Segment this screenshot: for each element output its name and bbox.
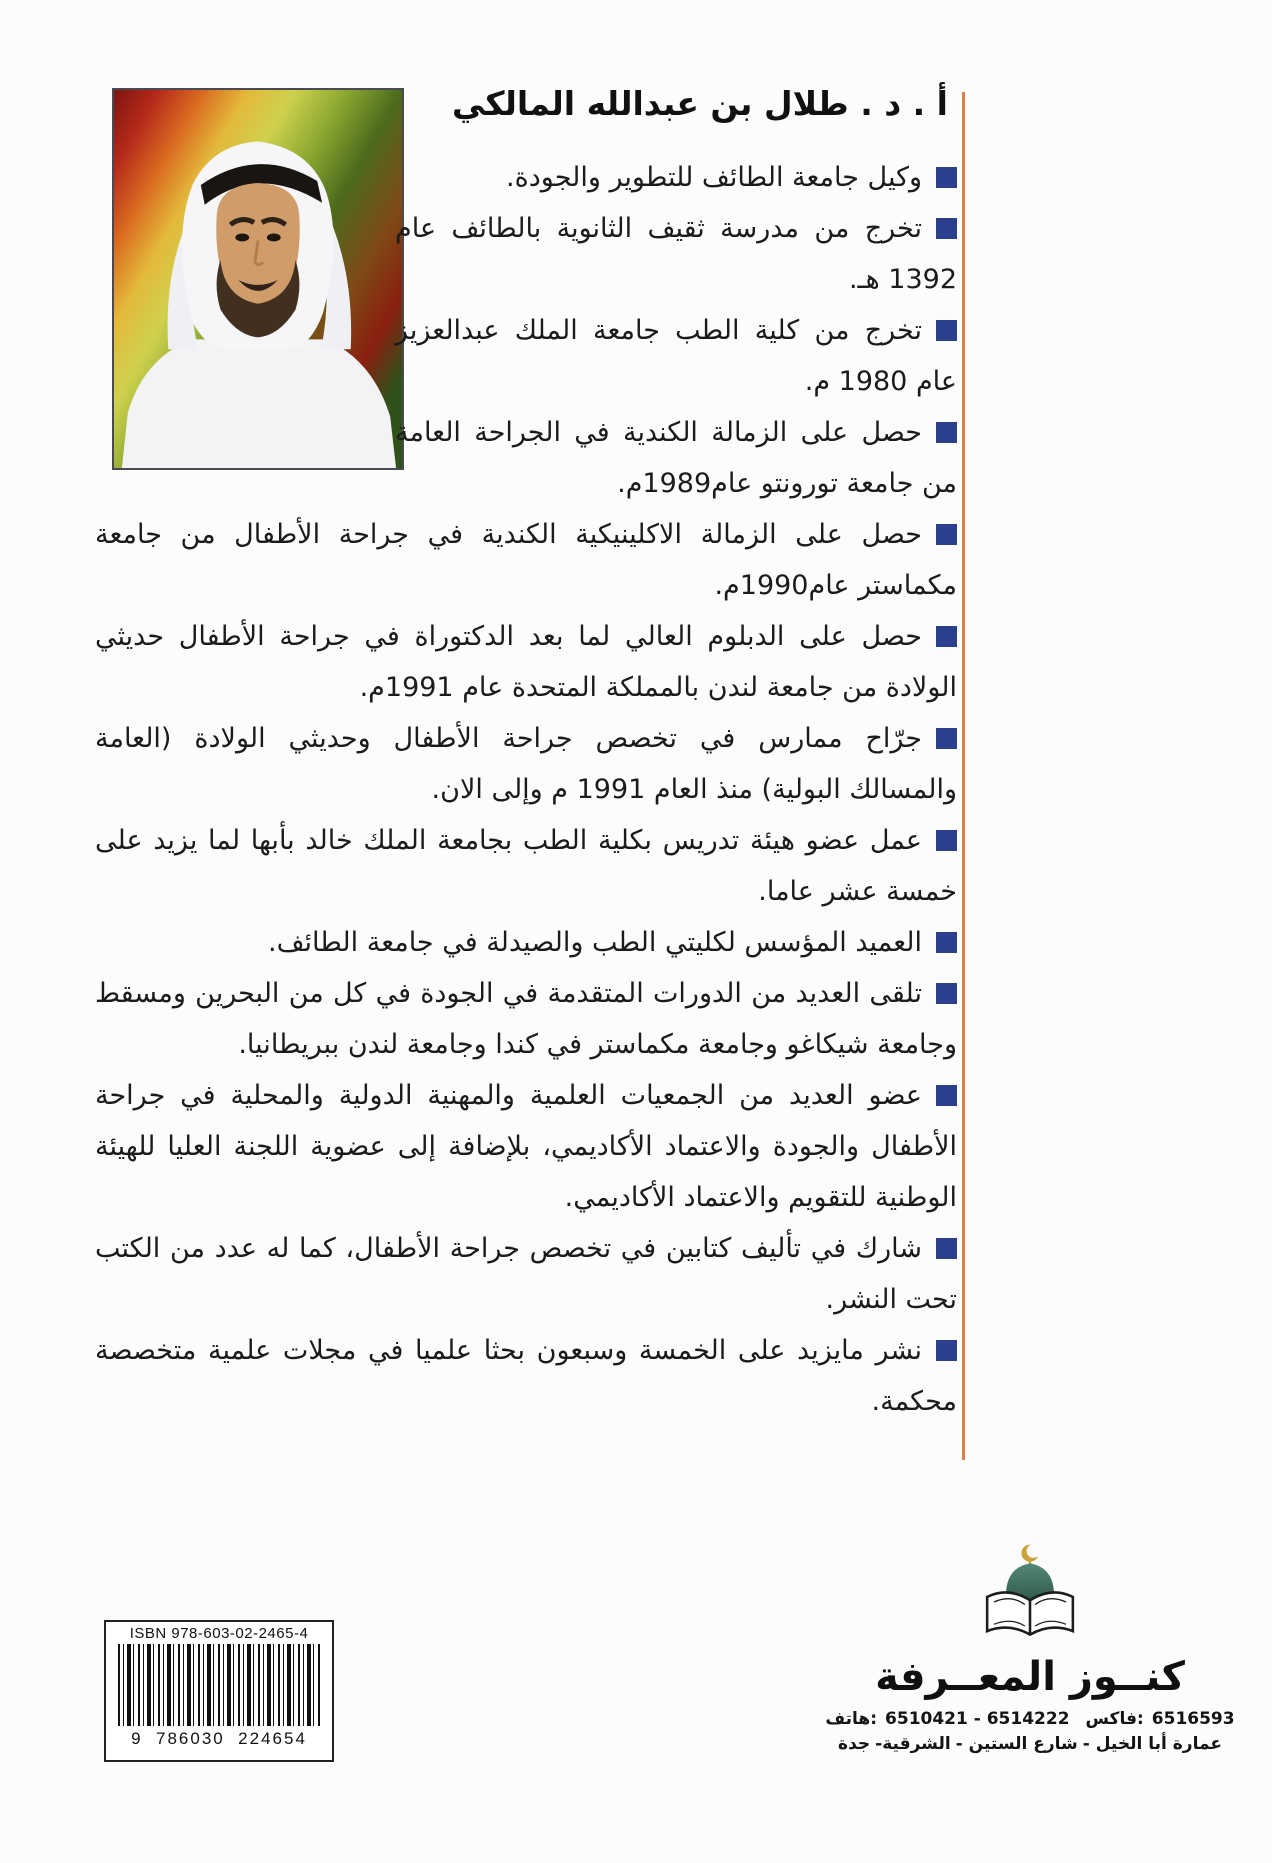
bullet-square-icon — [936, 1340, 957, 1361]
bullet-square-icon — [936, 524, 957, 545]
crescent-icon — [1021, 1544, 1040, 1562]
phone-numbers: 6510421 - 6514222 — [885, 1709, 1070, 1729]
bio-text: تلقى العديد من الدورات المتقدمة في الجودة في كل من البحرين ومسقط وجامعة شيكاغو وجامعة مكماستر في كندا وجامعة لندن ببريطانيا. — [95, 978, 957, 1060]
bullet-square-icon — [936, 320, 957, 341]
bullet-square-icon — [936, 830, 957, 851]
barcode-bars — [118, 1644, 320, 1726]
photo-wrap-spacer — [95, 152, 395, 472]
bio-text: حصل على الزمالة الكندية في الجراحة العامة من جامعة تورونتو عام1989م. — [395, 417, 957, 499]
bullet-square-icon — [936, 1238, 957, 1259]
bio-item — [95, 815, 957, 917]
bio-text: عضو العديد من الجمعيات العلمية والمهنية الدولية والمحلية في جراحة الأطفال والجودة والاعتماد الأكاديمي، بلإضافة إلى عضوية اللجنة العليا للهيئة الوطنية للتقويم والاعتماد الأكاديمي. — [95, 1080, 957, 1213]
bullet-square-icon — [936, 932, 957, 953]
bio-list — [95, 152, 957, 1427]
bio-text: حصل على الدبلوم العالي لما بعد الدكتوراة في جراحة الأطفال حديثي الولادة من جامعة لندن بالمملكة المتحدة عام 1991م. — [95, 621, 957, 703]
bio-item — [95, 611, 957, 713]
bullet-square-icon — [936, 626, 957, 647]
bio-text: جرّاح ممارس في تخصص جراحة الأطفال وحديثي الولادة (العامة والمسالك البولية) منذ العام 1991 م وإلى الان. — [95, 723, 957, 805]
address-segment: - عمارة أبا الخيل — [1082, 1734, 1222, 1754]
fax-number: 6516593 — [1151, 1709, 1235, 1729]
bullet-square-icon — [936, 167, 957, 188]
orange-rule — [962, 92, 965, 1460]
open-book-icon — [987, 1592, 1073, 1634]
address-segment: -الشرقية — [875, 1734, 951, 1754]
bullet-square-icon — [936, 218, 957, 239]
bullet-square-icon — [936, 983, 957, 1004]
publisher-block — [825, 1542, 1235, 1754]
bio-text: عمل عضو هيئة تدريس بكلية الطب بجامعة الملك خالد بأبها لما يزيد على خمسة عشر عاما. — [95, 825, 957, 907]
isbn-label: ISBN 978-603-02-2465-4 — [129, 1625, 309, 1642]
bio-text: شارك في تأليف كتابين في تخصص جراحة الأطفال، كما له عدد من الكتب تحت النشر. — [95, 1233, 957, 1315]
publisher-logo-icon — [970, 1542, 1090, 1650]
bullet-square-icon — [936, 728, 957, 749]
bio-item — [95, 1325, 957, 1427]
barcode-panel — [104, 1620, 334, 1762]
bio-text: نشر مايزيد على الخمسة وسبعون بحثا علميا في مجلات علمية متخصصة محكمة. — [95, 1335, 957, 1417]
bio-item — [95, 509, 957, 611]
bio-item — [95, 968, 957, 1070]
bio-item — [95, 917, 957, 968]
phone-label: هاتف: — [825, 1709, 878, 1729]
address-line — [838, 1734, 1222, 1754]
address-segment: - شارع الستين — [955, 1734, 1078, 1754]
bio-text: وكيل جامعة الطائف للتطوير والجودة. — [506, 162, 922, 193]
bio-item — [95, 1223, 957, 1325]
address-segment: جدة — [838, 1734, 871, 1754]
barcode-digits: 9 786030 224654 — [131, 1729, 307, 1748]
publisher-name: كنــوز المعــرفة — [875, 1654, 1185, 1700]
bio-text: العميد المؤسس لكليتي الطب والصيدلة في جامعة الطائف. — [268, 927, 922, 958]
bio-item — [95, 713, 957, 815]
bio-text: حصل على الزمالة الاكلينيكية الكندية في جراحة الأطفال من جامعة مكماستر عام1990م. — [95, 519, 957, 601]
bio-text: تخرج من كلية الطب جامعة الملك عبدالعزيز عام 1980 م. — [395, 315, 957, 397]
bullet-square-icon — [936, 422, 957, 443]
bio-item — [95, 1070, 957, 1223]
bio-text: تخرج من مدرسة ثقيف الثانوية بالطائف عام 1392 هـ. — [395, 213, 957, 295]
author-name: أ . د . طلال بن عبدالله المالكي — [451, 84, 948, 123]
bullet-square-icon — [936, 1085, 957, 1106]
fax-label: فاكس: — [1085, 1709, 1144, 1729]
phone-fax-line — [825, 1709, 1235, 1729]
